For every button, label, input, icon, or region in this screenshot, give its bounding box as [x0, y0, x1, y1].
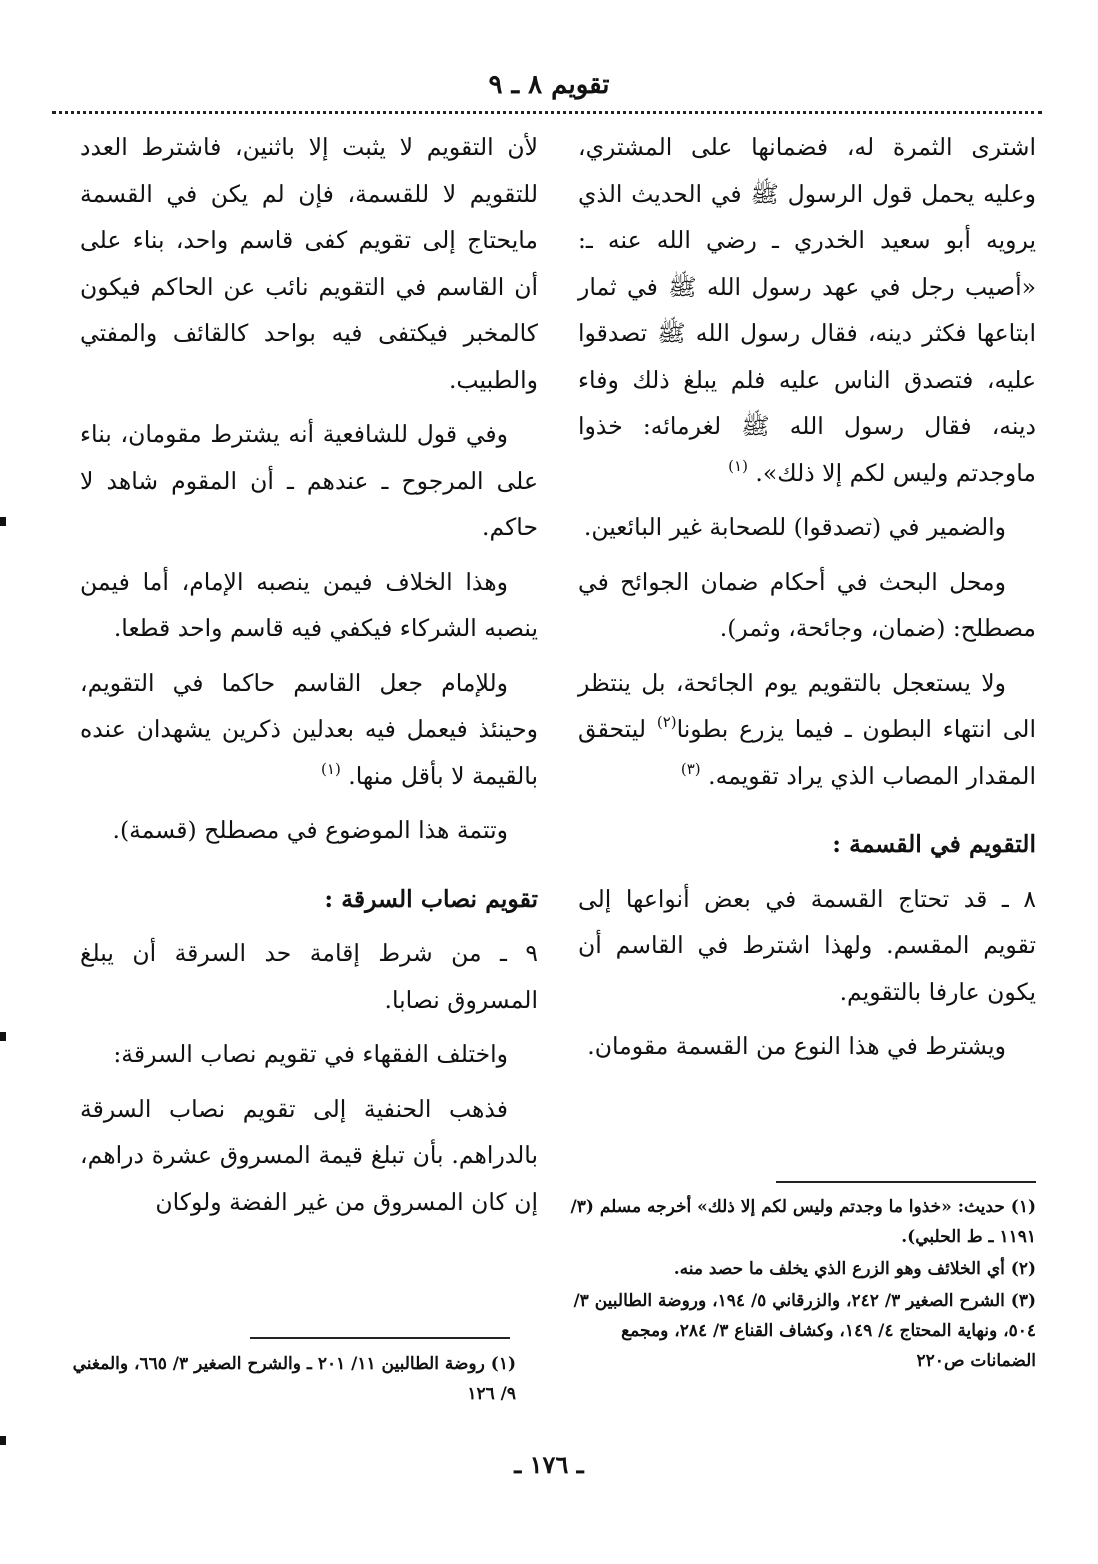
- running-header: تقويم ٨ ـ ٩: [488, 70, 610, 100]
- footnote-ref: (١): [321, 759, 341, 778]
- paragraph: ٨ ـ قد تحتاج القسمة في بعض أنواعها إلى تقويم المقسم. ولهذا اشترط في القاسم أن يكون عارفا بالتقويم.: [578, 884, 1036, 1006]
- paragraph: ٩ ـ من شرط إقامة حد السرقة أن يبلغ المسروق نصابا.: [80, 939, 538, 1014]
- paragraph: فذهب الحنفية إلى تقويم نصاب السرقة بالدراهم. بأن تبلغ قيمة المسروق عشرة دراهم، إن كان المسروق من غير الفضة ولوكان: [80, 1094, 538, 1216]
- footnote-divider: [776, 1181, 1036, 1183]
- section-heading: التقويم في القسمة :: [832, 830, 1036, 858]
- paragraph: اشترى الثمرة له، فضمانها على المشتري، وعليه يحمل قول الرسول ﷺ في الحديث الذي يرويه أبو سعيد الخدري ـ رضي الله عنه ـ: «أصيب رجل في عهد رسول الله ﷺ في ثمار ابتاعها فكثر دينه، فقال رسول الله ﷺ تصدقوا عليه، فتصدق الناس عليه فلم يبلغ ذلك وفاء دينه، فقال رسول الله ﷺ لغرمائه: خذوا ماوجدتم وليس لكم إلا ذلك». $^{(١)}$: [578, 133, 1036, 487]
- header-dotted-rule: [52, 111, 1042, 114]
- footnote: (١) حديث: «خذوا ما وجدتم وليس لكم إلا ذلك» أخرجه مسلم (٣/ ١١٩١ ـ ط الحلبي).: [570, 1197, 1036, 1247]
- right-footnotes: [566, 1192, 1036, 1378]
- paragraph: ومحل البحث في أحكام ضمان الجوائح في مصطلح: (ضمان، وجائحة، وثمر).: [578, 567, 1036, 642]
- section-heading: تقويم نصاب السرقة :: [324, 884, 538, 913]
- paragraph: وللإمام جعل القاسم حاكما في التقويم، وحينئذ فيعمل فيه بعدلين ذكرين يشهدان عنده بالقيمة لا بأقل منها. $^{(١)}$: [80, 668, 538, 790]
- paragraph: ويشترط في هذا النوع من القسمة مقومان.: [587, 1032, 1006, 1060]
- paragraph: وهذا الخلاف فيمن ينصبه الإمام، أما فيمن ينصبه الشركاء فيكفي فيه قاسم واحد قطعا.: [80, 567, 538, 642]
- paragraph: وفي قول للشافعية أنه يشترط مقومان، بناء على المرجوح ـ عندهم ـ أن المقوم شاهد لا حاكم.: [80, 420, 538, 541]
- paragraph: واختلف الفقهاء في تقويم نصاب السرقة:: [113, 1040, 508, 1068]
- footnote-ref: (٣): [680, 759, 701, 778]
- page-number: ـ ١٧٦ ـ: [514, 1450, 584, 1479]
- paragraph: والضمير في (تصدقوا) للصحابة غير البائعين.: [583, 513, 1006, 541]
- left-column: [80, 124, 538, 1233]
- footnote-ref: (٢): [656, 713, 677, 731]
- paragraph: لأن التقويم لا يثبت إلا باثنين، فاشترط العدد للتقويم لا للقسمة، فإن لم يكن في القسمة مايحتاج إلى تقويم كفى قاسم واحد، بناء على أن القاسم في التقويم نائب عن الحاكم فيكون كالمخبر فيكتفى فيه بواحد كالقائف والمفتي والطبيب.: [80, 133, 538, 394]
- scan-edge-mark: [0, 1436, 6, 1445]
- footnote-divider: [250, 1337, 510, 1339]
- scan-edge-mark: [0, 517, 6, 526]
- paragraph: ولا يستعجل بالتقويم يوم الجائحة، بل ينتظر الى انتهاء البطون ـ فيما يزرع بطونا$^{(٢)}$ ليتحقق المقدار المصاب الذي يراد تقويمه. $^{(٣)}$: [578, 668, 1036, 790]
- footnote: (٢) أي الخلائف وهو الزرع الذي يخلف ما حصد منه.: [673, 1259, 1036, 1279]
- footnote-ref: (١): [728, 456, 748, 475]
- right-column: [578, 124, 1036, 1078]
- footnote: (٣) الشرح الصغير ٣/ ٢٤٢، والزرقاني ٥/ ١٩٤، وروضة الطالبين ٣/ ٥٠٤، ونهاية المحتاج ٤/ ١٤٩، وكشاف القناع ٣/ ٢٨٤، ومجمع الضمانات ص٢٢٠: [573, 1291, 1036, 1371]
- scan-edge-mark: [0, 1032, 6, 1041]
- paragraph: وتتمة هذا الموضوع في مصطلح (قسمة).: [112, 816, 508, 844]
- footnote: (١) روضة الطالبين ١١/ ٢٠١ ـ والشرح الصغير ٣/ ٦٦٥، والمغني ٩/ ١٢٦: [72, 1354, 516, 1404]
- left-footnotes: [60, 1349, 516, 1411]
